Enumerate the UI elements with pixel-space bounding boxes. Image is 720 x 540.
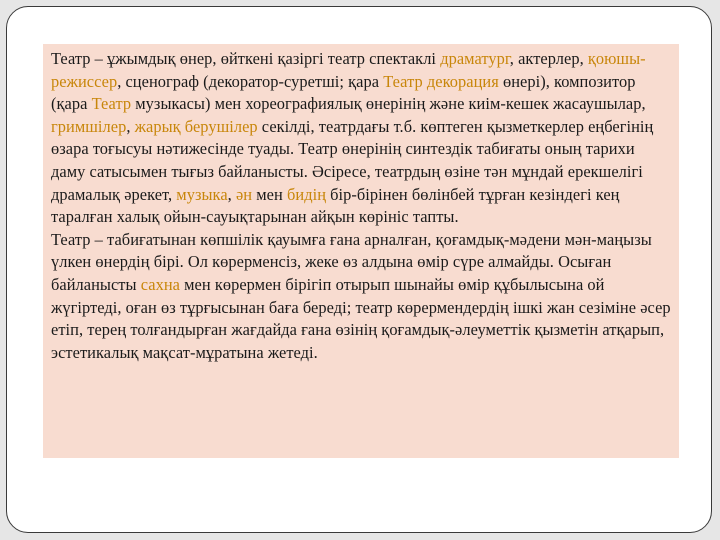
text-run: мен көрермен бірігіп отырып шынайы өмір құбылысына ой жүгіртеді, оған өз тұрғысынан баға береді; театр көрермендердің ішкі жан сезіміне әсер етіп, терең толғандырған жағдайда ғана өзінің қоғамдық-әлеуметтік қызметін атқарып, эстетикалық мақсат-мұратына жетеді. (51, 274, 671, 362)
highlighted-term: гримшілер (51, 116, 127, 136)
highlighted-term: музыка (176, 184, 228, 204)
highlighted-term: Театр декорация (383, 71, 499, 91)
text-box (43, 44, 679, 458)
text-run: , актерлер, (509, 49, 588, 68)
slide-frame (6, 6, 712, 533)
text-run: , (227, 184, 236, 204)
highlighted-term: сахна (140, 274, 180, 294)
highlighted-term: ән (235, 184, 253, 204)
text-run: өнері), композитор (қара (51, 71, 636, 114)
highlighted-term: Театр (91, 94, 132, 114)
highlighted-term: драматург (440, 49, 510, 68)
text-run: Театр – ұжымдық өнер, өйткені қазіргі театр спектаклі (51, 49, 441, 68)
text-run: секілді, театрдағы т.б. көптеген қызметкерлер еңбегінің өзара тоғысуы нәтижесінде туады. Театр өнерінің синтездік табиғаты оның тарихи даму сатысымен тығыз байланысты. Әсіресе, театрдың өзіне тән мұндай ерекшелігі драмалық әрекет, (51, 116, 654, 204)
text-run: , сценограф (декоратор-суретші; қара (117, 71, 384, 91)
highlighted-term: бидің (286, 184, 327, 204)
text-run: бір-бірінен бөлінбей тұрған кезіндегі кең таралған халық ойын-сауықтарынан айқын көрініс тапты. (51, 184, 620, 227)
highlighted-term: қоюшы-режиссер (51, 49, 646, 91)
text-run: Театр – табиғатынан көпшілік қауымға ғана арналған, қоғамдық-мәдени мән-маңызы үлкен өнердің бірі. Ол көрерменсіз, жеке өз алдына өмір сүре алмайды. Осыған байланысты (51, 229, 652, 294)
text-run: музыкасы) мен хореографиялық өнерінің және киім-кешек жасаушылар, (131, 94, 646, 114)
text-run: мен (252, 184, 287, 204)
text-run: , (126, 116, 135, 136)
paragraph-2 (51, 229, 671, 365)
paragraph-1 (51, 48, 671, 229)
highlighted-term: жарық берушілер (134, 116, 258, 136)
